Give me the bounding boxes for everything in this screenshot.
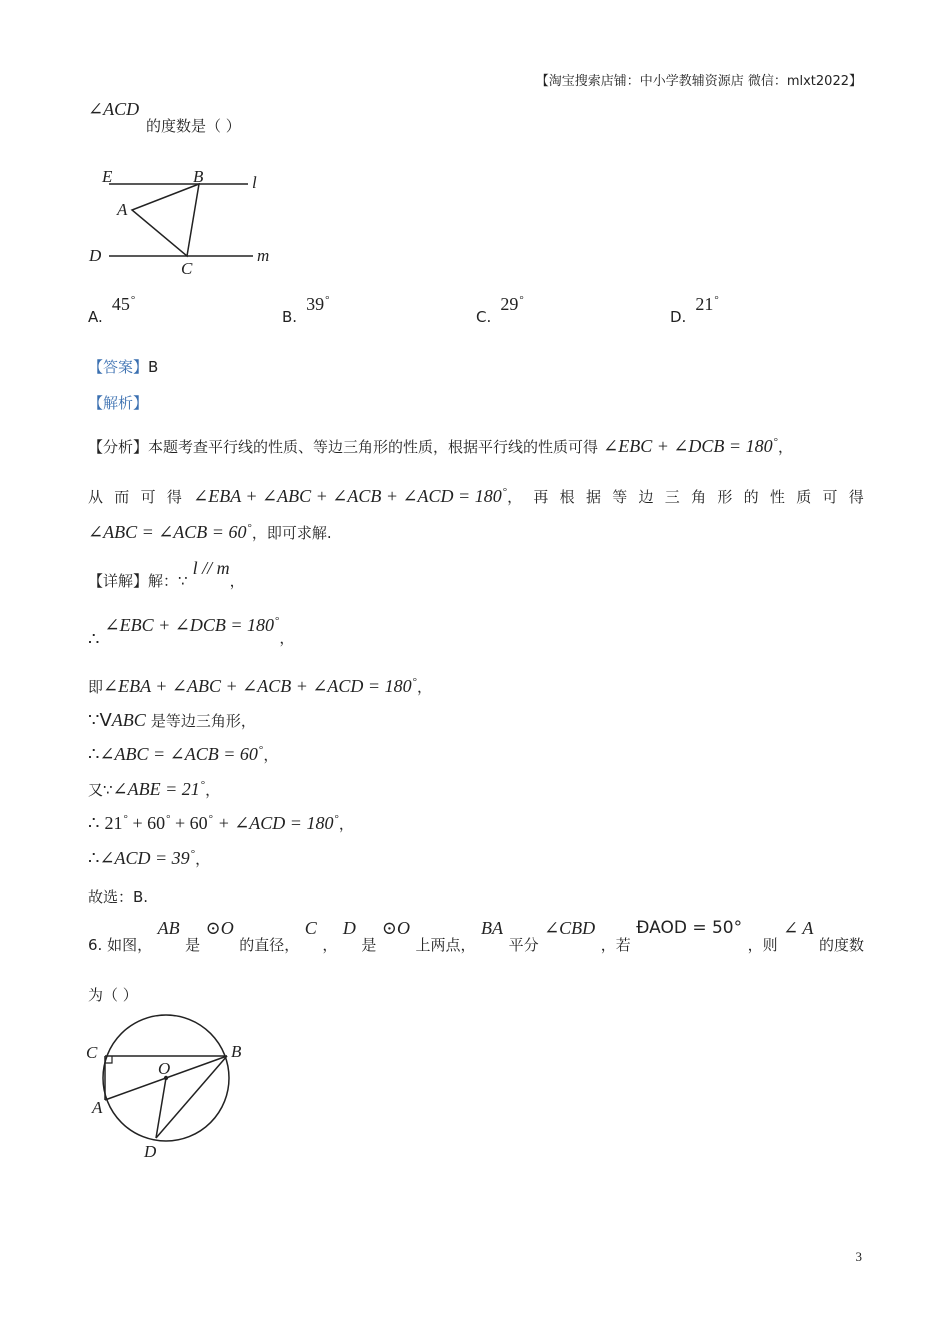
label-o: O (158, 1059, 171, 1078)
step-3-text: 是等边三角形， (150, 712, 256, 730)
degree-symbol: ° (275, 615, 280, 627)
text-two-points: 上两点， (415, 936, 476, 954)
step-5 (88, 779, 220, 800)
answer-value: B (148, 358, 159, 376)
degree-symbol: ° (208, 813, 214, 825)
text-if: ，若 (600, 936, 631, 954)
degree-symbol: ° (123, 813, 128, 825)
word: 根 (559, 488, 575, 506)
option-b-letter: B. (282, 308, 298, 326)
step-3 (88, 710, 256, 731)
label-d: D (144, 1142, 157, 1161)
word: 再 (533, 488, 549, 506)
step-5-eq: ∠ABE = 21 (112, 779, 200, 799)
degree-symbol: ° (334, 813, 339, 825)
detail-line (88, 558, 245, 590)
step-2-eq: ∠EBA + ∠ABC + ∠ACB + ∠ACD = 180 (103, 676, 412, 696)
word: 性 (769, 488, 785, 506)
separator: ， (322, 936, 338, 954)
because-symbol: ∵ (88, 710, 100, 730)
text-shi: 是 (361, 936, 377, 954)
step-1 (88, 615, 295, 649)
step-6-a: 21 (104, 813, 123, 833)
circle-diameter-figure (82, 1010, 262, 1170)
text-bisect: 平分 (508, 936, 539, 954)
degree-symbol: ° (190, 848, 196, 860)
angle-a: ∠ A (783, 918, 814, 938)
option-a-value: 45 (111, 294, 130, 314)
degree-symbol: ° (502, 486, 508, 498)
step-7 (88, 848, 210, 869)
degree-symbol: ° (200, 779, 206, 791)
label-m: m (257, 246, 270, 265)
step-6 (88, 813, 354, 834)
word: 角 (691, 488, 707, 506)
step-2-prefix: 即 (88, 678, 104, 696)
step-1-eq: ∠EBC + ∠DCB = 180 (104, 615, 274, 635)
angle-acd-label: ∠ACD (88, 99, 140, 119)
comma: ， (279, 629, 295, 647)
option-c-letter: C. (476, 308, 492, 326)
option-b (282, 294, 330, 326)
circle-o: ⊙O (381, 918, 410, 938)
answer-tag: 【答案】 (88, 358, 149, 376)
word: 而 (114, 488, 130, 506)
therefore-symbol: ∴ (88, 813, 100, 833)
comma: ， (205, 781, 221, 799)
point-c: C (304, 918, 317, 938)
word: 得 (848, 488, 864, 506)
triangle-symbol: V (99, 710, 112, 731)
fenxi-line-2 (88, 486, 864, 507)
fenxi-line-3 (88, 522, 332, 543)
degree-symbol: ° (130, 294, 136, 306)
option-b-value: 39 (306, 294, 325, 314)
word: 形 (717, 488, 733, 506)
q6-number: 6. 如图， (88, 936, 153, 954)
fenxi-tag: 【分析】 (88, 438, 149, 456)
segment-ab: AB (157, 918, 180, 938)
degree-symbol: ° (247, 522, 252, 534)
step-6-c: + 60 (170, 813, 208, 833)
fenxi-text: 本题考查平行线的性质、等边三角形的性质，根据平行线的性质可得 (148, 438, 599, 456)
comma: ， (229, 572, 245, 590)
label-d: D (89, 246, 102, 265)
triangle-abc: ABC (111, 710, 146, 730)
comma: ， (195, 850, 211, 868)
degree-symbol: ° (519, 294, 524, 306)
step-4-eq: ∠ABC = ∠ACB = 60 (99, 744, 258, 764)
degree-symbol: ° (773, 436, 778, 448)
degree-symbol: ° (412, 676, 417, 688)
label-l: l (252, 173, 257, 192)
q6-stem-line-2: 为（ ） (88, 986, 138, 1004)
word: 可 (822, 488, 838, 506)
label-a: A (117, 200, 128, 219)
text-degree-measure: 的度数 (818, 936, 864, 954)
angle-aod-given: ÐAOD = 50° (636, 918, 743, 938)
word: 得 (166, 488, 182, 506)
step-5-prefix: 又∵ (88, 781, 113, 799)
parallel-lines-triangle-figure (85, 162, 285, 282)
label-c: C (181, 259, 193, 278)
word: 边 (638, 488, 654, 506)
fenxi-eq2: ∠EBA + ∠ABC + ∠ACB + ∠ACD = 180 (193, 486, 502, 506)
step-7-eq: ∠ACD = 39 (99, 848, 190, 868)
degree-symbol: ° (325, 294, 330, 306)
fenxi-eq1: ∠EBC + ∠DCB = 180 (603, 436, 773, 456)
label-b: B (231, 1042, 242, 1061)
option-a (88, 294, 136, 326)
text-diameter: 的直径， (239, 936, 300, 954)
label-c: C (86, 1043, 98, 1062)
word: 的 (743, 488, 759, 506)
label-a: A (92, 1098, 103, 1117)
label-b: B (193, 167, 204, 186)
comma: ， (263, 746, 279, 764)
circle-o: ⊙O (205, 918, 234, 938)
word: 可 (140, 488, 156, 506)
comma: ， (507, 488, 523, 506)
degree-symbol: ° (258, 744, 264, 756)
option-a-letter: A. (88, 308, 103, 326)
word: 据 (585, 488, 601, 506)
therefore-symbol: ∴ (88, 744, 100, 764)
option-c-value: 29 (500, 294, 519, 314)
text-then: ，则 (747, 936, 778, 954)
angle-cbd: ∠CBD (544, 918, 596, 938)
step-4 (88, 744, 278, 765)
degree-symbol: ° (166, 813, 171, 825)
step-2 (88, 676, 432, 697)
therefore-symbol: ∴ (88, 629, 100, 649)
word: 等 (612, 488, 628, 506)
degree-symbol: ° (714, 294, 719, 306)
point-d: D (342, 918, 356, 938)
detail-tag: 【详解】 (88, 572, 149, 590)
analysis-tag: 【解析】 (88, 394, 149, 412)
comma: ， (777, 438, 793, 456)
question-suffix: 的度数是（ ） (146, 117, 241, 135)
fenxi-eq3: ∠ABC = ∠ACB = 60 (88, 522, 247, 542)
detail-parallel: l // m (192, 558, 230, 578)
detail-jie: 解：∵ (148, 572, 188, 590)
option-d (670, 294, 719, 326)
label-e: E (102, 167, 113, 186)
q6-stem-line-1 (88, 918, 864, 955)
comma: ， (338, 815, 354, 833)
word: 从 (88, 488, 104, 506)
option-c (476, 294, 524, 326)
step-6-b: + 60 (127, 813, 166, 833)
page-number: 3 (855, 1249, 862, 1264)
therefore-symbol: ∴ (88, 848, 100, 868)
comma: ， (417, 678, 433, 696)
final-choice: 故选：B. (88, 888, 149, 906)
answer-line (88, 356, 158, 377)
option-d-letter: D. (670, 308, 687, 326)
fenxi-end: ，即可求解. (251, 524, 332, 542)
word: 三 (664, 488, 680, 506)
step-6-d: + ∠ACD = 180 (213, 813, 334, 833)
page-header: 【淘宝搜索店铺：中小学教辅资源店 微信：mlxt2022】 (535, 74, 862, 89)
word: 质 (796, 488, 812, 506)
text-shi: 是 (185, 936, 201, 954)
option-d-value: 21 (695, 294, 714, 314)
ray-ba: BA (481, 918, 504, 938)
fenxi-line-1 (88, 436, 793, 457)
